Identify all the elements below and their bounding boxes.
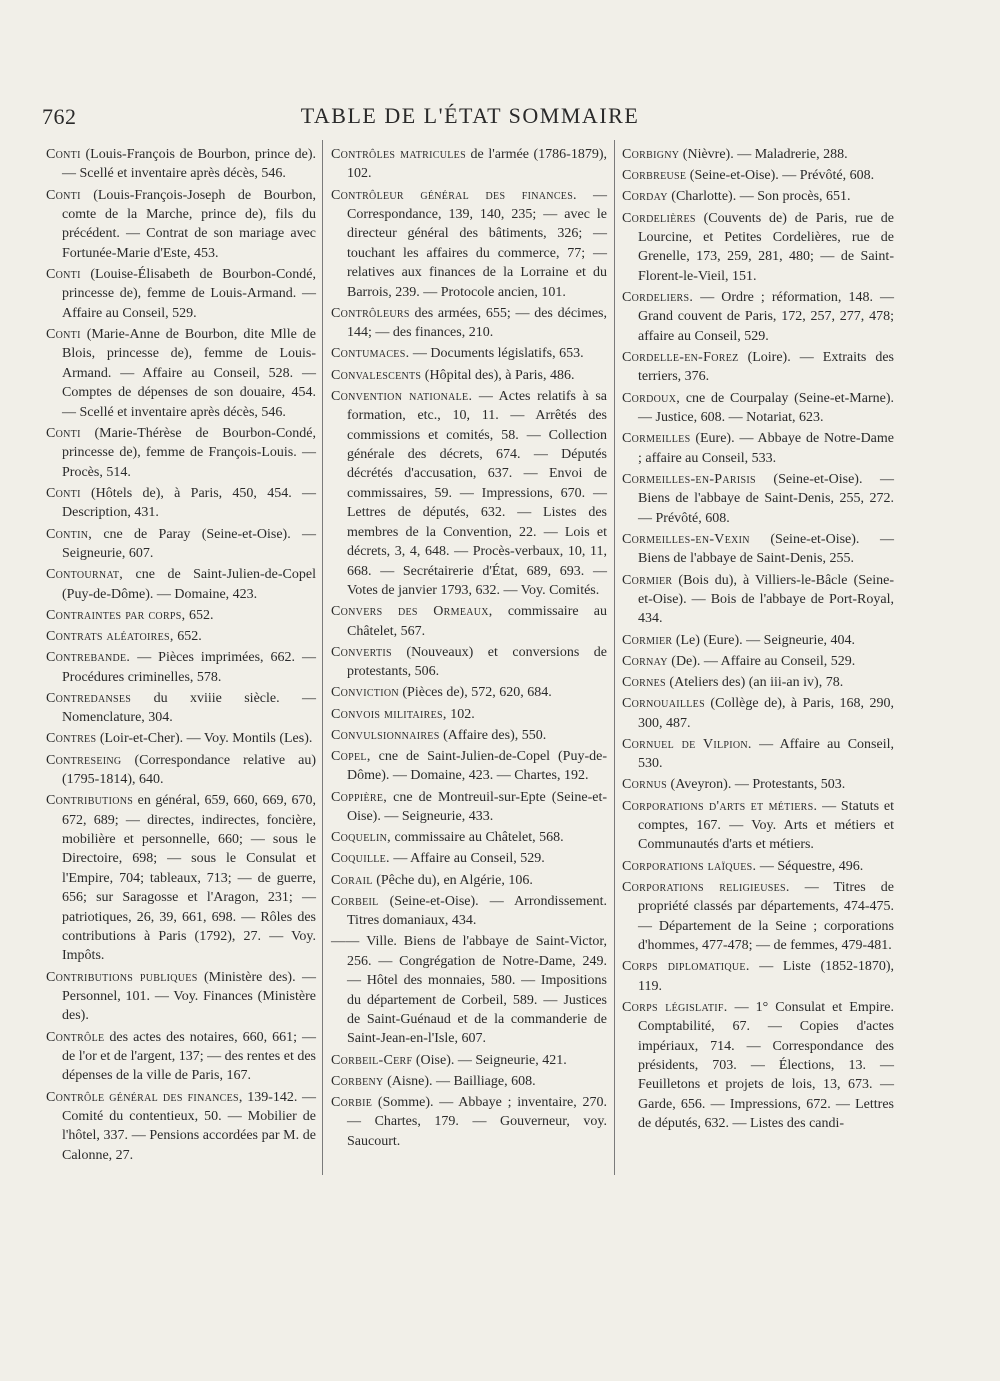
- entry-headword: Contreseing: [46, 752, 122, 768]
- entry-headword: ——: [331, 934, 360, 950]
- index-entry: [46, 565, 316, 604]
- entry-text: (Aisne). — Bailliage, 608.: [387, 1073, 536, 1089]
- entry-text: des actes des notaires, 660, 661; — de l'or et de l'argent, 137; — des rentes et des dépenses de la ville de Paris, 167.: [62, 1029, 316, 1084]
- entry-headword: Contrôles matricules: [331, 147, 466, 162]
- index-entry: [46, 751, 316, 790]
- page-number: 762: [42, 104, 77, 129]
- entry-text: — Correspondance, 139, 140, 235; — avec le directeur général des bâtiments, 326; — touchant les affaires du commerce, 77; — relatives aux finances de la Lorraine et du Barrois, 239. — Protocole ancien, 101.: [347, 187, 607, 300]
- index-entry: [622, 878, 894, 956]
- entry-text: (Affaire des), 550.: [443, 727, 547, 743]
- entry-headword: Contraintes par corps,: [46, 607, 186, 623]
- entry-text: en général, 659, 660, 669, 670, 672, 689; — directes, indirectes, foncière, mobilière et personnelle, 660; — sous le Directoire, 698; — sous le Consulat et l'Empire, 704; tableaux, 713; — de guerre, 656; sur Saragosse et l'Aragon, 231; — patriotiques, 26, 39, 661, 698. — Rôles des contributions à Paris (1792), 27. — Voy. Impôts.: [62, 793, 316, 964]
- index-entry: [622, 187, 894, 206]
- entry-text: cne de Saint-Julien-de-Copel (Puy-de-Dôme). — Domaine, 423.: [62, 567, 316, 602]
- entry-headword: Cormeilles-en-Vexin: [622, 531, 750, 547]
- index-entry: [622, 429, 894, 468]
- entry-headword: Convention nationale.: [331, 388, 473, 404]
- index-entry: [46, 606, 316, 625]
- entry-headword: Corporations d'arts et métiers.: [622, 798, 818, 814]
- entry-headword: Corbeny: [331, 1073, 384, 1089]
- entry-text: — Titres de propriété classés par départements, 474-475. — Département de la Seine ; corporations d'hommes, 477-478; — de femmes, 479-481.: [638, 879, 895, 953]
- index-entry: [331, 726, 607, 745]
- entry-text: cne de Saint-Julien-de-Copel (Puy-de-Dôme). — Domaine, 423. — Chartes, 192.: [347, 748, 607, 784]
- column-divider: [322, 140, 323, 1175]
- index-entry: [622, 530, 894, 569]
- entry-headword: Contredanses: [46, 690, 132, 706]
- entry-headword: Corporations religieuses.: [622, 879, 790, 895]
- entry-text: 652.: [188, 607, 214, 623]
- entry-headword: Cornus: [622, 777, 668, 793]
- entry-headword: Cormier: [622, 572, 673, 588]
- entry-text: — Documents législatifs, 653.: [412, 346, 584, 362]
- entry-text: — Statuts et comptes, 167. — Voy. Arts et métiers et Communautés d'arts et métiers.: [638, 798, 894, 853]
- entry-text: (Loir-et-Cher). — Voy. Montils (Les).: [99, 731, 313, 747]
- running-title: TABLE DE L'ÉTAT SOMMAIRE: [300, 103, 640, 128]
- entry-text: 139-142. — Comité du contentieux, 50. — Mobilier de l'hôtel, 337. — Pensions accordées par M. de Calonne, 27.: [62, 1089, 316, 1163]
- entry-headword: Contres: [46, 731, 97, 747]
- index-entry: [46, 648, 316, 687]
- index-entry: [622, 470, 894, 528]
- entry-text: (Ateliers des) (an iii-an iv), 78.: [669, 674, 844, 690]
- entry-text: — Ordre ; réformation, 148. — Grand couvent de Paris, 172, 257, 277, 478; affaire au Conseil, 529.: [638, 290, 895, 344]
- entry-headword: Coppière,: [331, 789, 388, 805]
- index-entry: [46, 791, 316, 966]
- entry-text: des armées, 655; — des décimes, 144; — des finances, 210.: [347, 305, 607, 341]
- entry-headword: Convalescents: [331, 367, 422, 383]
- index-entry: [46, 484, 316, 523]
- index-entry: [331, 602, 607, 641]
- entry-text: Ville. Biens de l'abbaye de Saint-Victor, 256. — Congrégation de Notre-Dame, 249. — Hôtel des monnaies, 580. — Impositions du département de Corbeil, 589. — Justices de Saint-Guénaud et de la commanderie de Saint-Jean-en-l'Isle, 607.: [347, 934, 607, 1047]
- entry-text: (Somme). — Abbaye ; inventaire, 270. — Chartes, 179. — Gouverneur, voy. Saucourt.: [347, 1095, 608, 1149]
- index-entry: [622, 166, 894, 185]
- entry-headword: Corday: [622, 189, 668, 205]
- entry-text: commissaire au Châtelet, 568.: [394, 830, 564, 846]
- index-entry: [331, 871, 607, 890]
- index-column-3: [622, 145, 894, 1135]
- entry-headword: Contrebande.: [46, 650, 131, 666]
- entry-headword: Corbreuse: [622, 168, 687, 184]
- index-entry: [46, 325, 316, 422]
- entry-headword: Corbie: [331, 1095, 373, 1111]
- entry-text: (Eure). — Abbaye de Notre-Dame ; affaire au Conseil, 533.: [638, 431, 895, 466]
- index-entry: [622, 571, 894, 629]
- index-entry: [622, 998, 894, 1134]
- entry-headword: Corbeil-Cerf: [331, 1052, 413, 1068]
- entry-headword: Cormier: [622, 632, 673, 648]
- index-entry: [331, 1093, 607, 1151]
- index-entry: [622, 857, 894, 876]
- index-entry: [331, 849, 607, 868]
- entry-headword: Corps diplomatique.: [622, 959, 750, 975]
- entry-headword: Conti: [46, 187, 81, 203]
- entry-headword: Contournat,: [46, 567, 124, 583]
- index-entry: [622, 389, 894, 428]
- entry-text: (Louis-François-Joseph de Bourbon, comte de la Marche, prince de), fils du précédent. — Contrat de son mariage avec Fortunée-Marie d'Este, 453.: [62, 187, 316, 261]
- entry-headword: Coquille.: [331, 851, 390, 867]
- entry-headword: Cornay: [622, 653, 668, 669]
- entry-text: commissaire au Châtelet, 567.: [347, 604, 607, 639]
- entry-headword: Corporations laïques.: [622, 858, 757, 874]
- index-entry: [622, 652, 894, 671]
- index-column-1: [46, 145, 316, 1167]
- index-entry: [331, 747, 607, 786]
- entry-headword: Convertis: [331, 644, 392, 660]
- entry-headword: Convulsionnaires: [331, 727, 440, 743]
- index-entry: [622, 694, 894, 733]
- entry-text: — Séquestre, 496.: [759, 858, 864, 874]
- entry-text: — Affaire au Conseil, 530.: [638, 736, 894, 772]
- entry-text: (Loire). — Extraits des terriers, 376.: [638, 350, 894, 385]
- index-entry: [622, 209, 894, 287]
- entry-headword: Conti: [46, 327, 81, 343]
- index-entry: [622, 957, 894, 996]
- entry-text: — Actes relatifs à sa formation, etc., 10, 11. — Arrêtés des commissions et comités, 58. — Collection générale des décrets, 674. — Députés décrétés d'accusation, 637. — Envoi de commissaires, 59. — Impressions, 670. — Lettres de députés, 632. — Listes des membres de la Convention, 22. — Lois et décrets, 3, 4, 648. — Procès-verbaux, 10, 11, 668. — Secrétairerie d'État, 689, 693. — Votes de janvier 1793, 632. — Voy. Comités.: [347, 388, 607, 598]
- entry-headword: Coquelin,: [331, 830, 391, 846]
- entry-text: (Seine-et-Oise). — Biens de l'abbaye de Saint-Denis, 255.: [638, 531, 894, 567]
- entry-text: (Nièvre). — Maladrerie, 288.: [682, 147, 848, 162]
- entry-headword: Cordelières: [622, 210, 696, 226]
- index-entry: [622, 145, 894, 164]
- entry-text: — Affaire au Conseil, 529.: [393, 851, 545, 867]
- entry-headword: Cornes: [622, 674, 666, 690]
- index-entry: [46, 627, 316, 646]
- entry-text: de l'armée (1786-1879), 102.: [347, 147, 608, 182]
- column-divider: [614, 140, 615, 1175]
- entry-text: cne de Paray (Seine-et-Oise). — Seigneurie, 607.: [62, 526, 316, 561]
- entry-headword: Cornuel de Vilpion.: [622, 736, 752, 752]
- index-entry: [46, 729, 316, 748]
- index-entry: [622, 348, 894, 387]
- entry-headword: Convers des Ormeaux,: [331, 604, 493, 620]
- entry-text: (Louis-François de Bourbon, prince de). — Scellé et inventaire après décès, 546.: [62, 147, 317, 182]
- entry-text: cne de Montreuil-sur-Epte (Seine-et-Oise). — Seigneurie, 433.: [347, 789, 607, 824]
- index-entry: [331, 932, 607, 1048]
- entry-headword: Contrôle: [46, 1029, 105, 1045]
- entry-headword: Cornouailles: [622, 696, 705, 712]
- entry-text: (Seine-et-Oise). — Arrondissement. Titres domaniaux, 434.: [347, 893, 607, 929]
- index-entry: [331, 366, 607, 385]
- index-entry: [46, 186, 316, 264]
- index-entry: [622, 673, 894, 692]
- index-entry: [331, 788, 607, 827]
- entry-headword: Convois militaires,: [331, 706, 447, 722]
- entry-headword: Cormeilles-en-Parisis: [622, 471, 756, 487]
- index-entry: [331, 186, 607, 302]
- index-entry: [622, 735, 894, 774]
- entry-headword: Contrôleurs: [331, 305, 410, 321]
- entry-headword: Conti: [46, 267, 81, 283]
- entry-headword: Cordoux,: [622, 390, 681, 406]
- entry-text: (Seine-et-Oise). — Biens de l'abbaye de Saint-Denis, 255, 272. — Prévôté, 608.: [638, 471, 894, 526]
- index-entry: [331, 344, 607, 363]
- index-entry: [331, 643, 607, 682]
- entry-headword: Conviction: [331, 685, 399, 701]
- index-entry: [46, 689, 316, 728]
- entry-text: (Marie-Thérèse de Bourbon-Condé, princesse de), femme de François-Louis. — Procès, 514.: [62, 425, 317, 480]
- entry-text: (Seine-et-Oise). — Prévôté, 608.: [689, 168, 875, 184]
- index-entry: [46, 525, 316, 564]
- entry-headword: Corbigny: [622, 147, 680, 162]
- entry-headword: Cordeliers.: [622, 290, 694, 306]
- index-entry: [331, 705, 607, 724]
- entry-headword: Conti: [46, 147, 81, 162]
- entry-text: (Pièces de), 572, 620, 684.: [402, 685, 552, 701]
- entry-text: (Nouveaux) et conversions de protestants, 506.: [347, 644, 607, 680]
- entry-text: (Hôpital des), à Paris, 486.: [424, 367, 575, 383]
- entry-text: — Pièces imprimées, 662. — Procédures criminelles, 578.: [62, 650, 316, 685]
- entry-headword: Contributions publiques: [46, 969, 198, 985]
- entry-text: (Aveyron). — Protestants, 503.: [670, 777, 846, 793]
- entry-text: (Charlotte). — Son procès, 651.: [671, 189, 851, 205]
- index-entry: [622, 797, 894, 855]
- entry-headword: Conti: [46, 425, 81, 441]
- index-entry: [331, 387, 607, 600]
- entry-text: (Pêche du), en Algérie, 106.: [376, 872, 533, 888]
- entry-headword: Conti: [46, 485, 81, 501]
- index-entry: [46, 265, 316, 323]
- entry-text: (De). — Affaire au Conseil, 529.: [671, 653, 856, 669]
- entry-text: (Hôtels de), à Paris, 450, 454. — Description, 431.: [62, 485, 316, 521]
- index-column-2: [331, 145, 607, 1153]
- entry-text: (Oise). — Seigneurie, 421.: [415, 1052, 567, 1068]
- index-entry: [622, 775, 894, 794]
- entry-text: (Louise-Élisabeth de Bourbon-Condé, princesse de), femme de Louis-Armand. — Affaire au Conseil, 529.: [62, 267, 317, 321]
- entry-text: (Bois du), à Villiers-le-Bâcle (Seine-et-Oise). — Bois de l'abbaye de Port-Royal, 434.: [638, 572, 894, 627]
- entry-text: (Ministère des). — Personnel, 101. — Voy. Finances (Ministère des).: [62, 969, 316, 1024]
- index-entry: [46, 1088, 316, 1166]
- index-entry: [331, 892, 607, 931]
- index-entry: [331, 828, 607, 847]
- entry-text: (Marie-Anne de Bourbon, dite Mlle de Blois, princesse de), femme de Louis-Armand. — Affaire au Conseil, 528. — Comptes de dépenses de son douaire, 454. — Scellé et inventaire après décès, 546.: [62, 327, 316, 420]
- entry-text: (Collège de), à Paris, 168, 290, 300, 487.: [638, 696, 895, 731]
- entry-headword: Contin,: [46, 526, 93, 542]
- index-entry: [46, 145, 316, 184]
- index-entry: [331, 304, 607, 343]
- entry-headword: Contrôle général des finances,: [46, 1089, 243, 1105]
- index-entry: [46, 968, 316, 1026]
- index-entry: [622, 288, 894, 346]
- entry-headword: Cormeilles: [622, 431, 691, 447]
- entry-headword: Corail: [331, 872, 373, 888]
- index-entry: [331, 1072, 607, 1091]
- entry-text: cne de Courpalay (Seine-et-Marne). — Justice, 608. — Notariat, 623.: [638, 390, 894, 426]
- entry-text: (Correspondance relative au) (1795-1814), 640.: [62, 752, 316, 787]
- entry-text: (Couvents de) de Paris, rue de Lourcine, et Petites Cordelières, rue de Grenelle, 173, 259, 281, 480; — de Saint-Florent-le-Vieil, 151.: [638, 210, 895, 284]
- entry-headword: Contributions: [46, 793, 134, 809]
- index-entry: [622, 631, 894, 650]
- entry-headword: Contumaces.: [331, 346, 410, 362]
- entry-text: 102.: [450, 706, 475, 722]
- entry-text: 652.: [177, 628, 202, 644]
- entry-headword: Copel,: [331, 748, 371, 764]
- index-entry: [331, 145, 607, 184]
- entry-headword: Contrats aléatoires,: [46, 628, 174, 644]
- entry-text: (Le) (Eure). — Seigneurie, 404.: [675, 632, 856, 648]
- index-entry: [46, 1028, 316, 1086]
- entry-headword: Corbeil: [331, 893, 379, 909]
- entry-headword: Cordelle-en-Forez: [622, 350, 739, 366]
- index-entry: [46, 424, 316, 482]
- entry-text: — Liste (1852-1870), 119.: [638, 959, 895, 994]
- entry-headword: Contrôleur général des finances.: [331, 187, 577, 203]
- entry-headword: Corps législatif.: [622, 999, 728, 1015]
- index-entry: [331, 1051, 607, 1070]
- entry-text: du xviiie siècle. — Nomenclature, 304.: [62, 690, 316, 726]
- entry-text: — 1° Consulat et Empire. Comptabilité, 67. — Copies d'actes impériaux, 714. — Correspondance des présidents, 703. — Élections, 13. — Feuilletons et projets de lois, 13, 673. — Garde, 656. — Impressions, 672. — Lettres de députés, 632. — Listes des candi-: [638, 999, 894, 1132]
- index-entry: [331, 683, 607, 702]
